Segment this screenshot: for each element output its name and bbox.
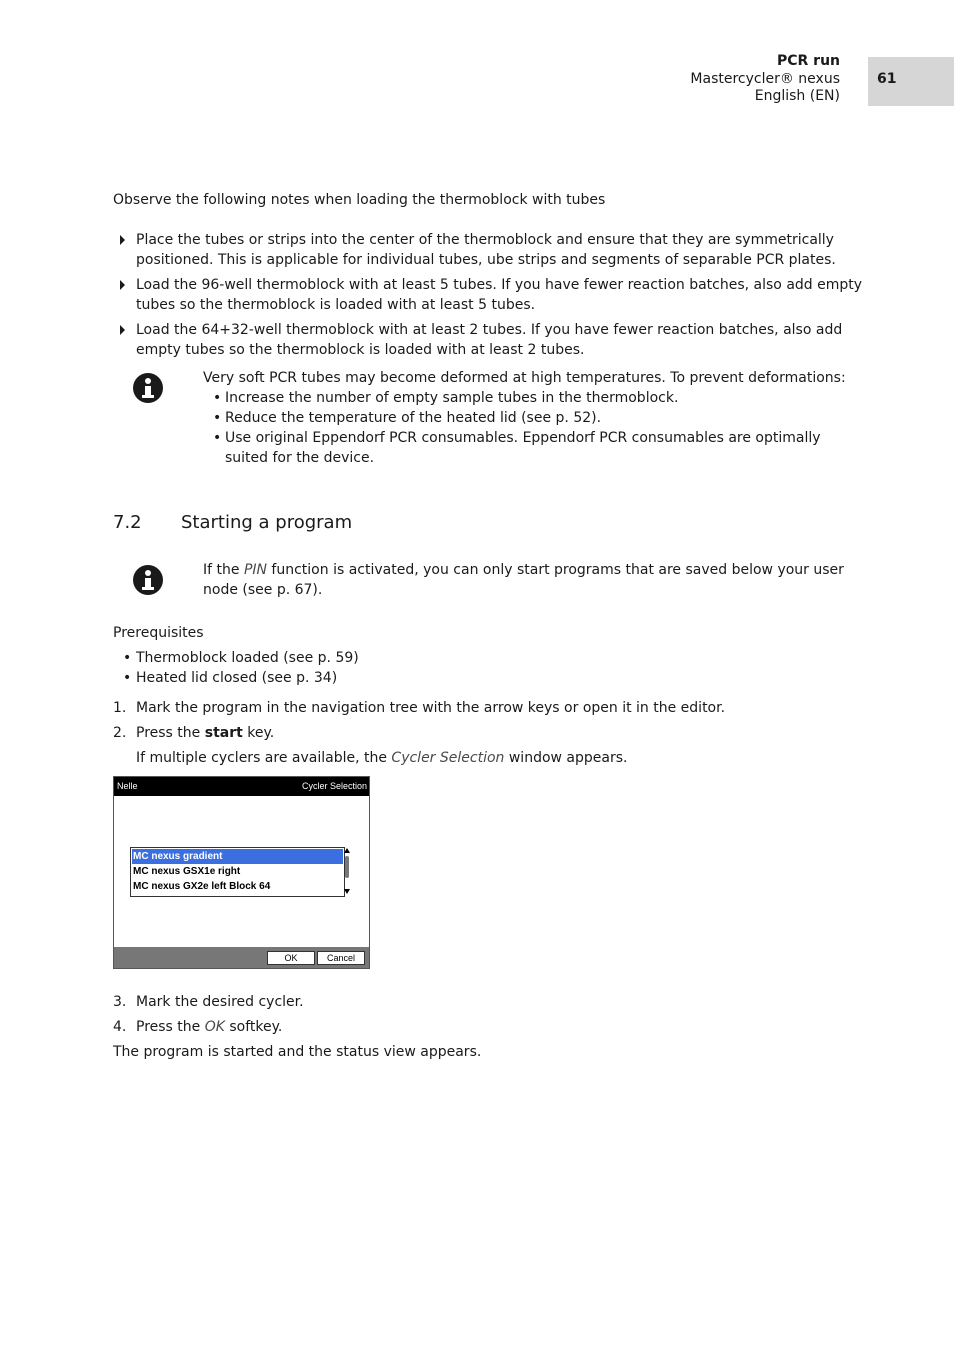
step-2-result: If multiple cyclers are available, the Cycler Selection window appears. (136, 750, 628, 766)
list-item: Reduce the temperature of the heated lid (see p. 52). (225, 410, 602, 426)
info-icon (133, 565, 163, 595)
list-item: tubes so the thermoblock is loaded with at least 5 tubes. (136, 297, 536, 313)
step-4: Press the OK softkey. (136, 1019, 283, 1035)
list-item-cont: suited for the device. (225, 450, 375, 466)
list-item: Load the 64+32-well thermoblock with at least 2 tubes. If you have fewer reaction batches, also add (136, 322, 843, 338)
step-3: Mark the desired cycler. (136, 994, 304, 1010)
cycler-list-item[interactable]: MC nexus GX2e left Block 64 (133, 881, 271, 892)
note-pin-text: If the PIN function is activated, you can only start programs that are saved below your user (203, 562, 844, 578)
arrow-bullet-icon (120, 325, 125, 335)
list-item: Load the 96-well thermoblock with at least 5 tubes. If you have fewer reaction batches, also add empty (136, 277, 863, 293)
intro-text: Observe the following notes when loading the thermoblock with tubes (113, 192, 606, 208)
step-number: 4. (113, 1019, 127, 1035)
step-number: 3. (113, 994, 127, 1010)
prereq-item: Heated lid closed (see p. 34) (136, 670, 338, 686)
cycler-list-item[interactable]: MC nexus GSX1e right (133, 866, 241, 877)
list-item: Place the tubes or strips into the center of the thermoblock and ensure that they are symmetrically (136, 232, 834, 248)
cycler-list-item[interactable]: MC nexus gradient (132, 849, 343, 864)
cycler-list-scrollbar[interactable] (344, 847, 352, 895)
section-title: Starting a program (181, 512, 353, 533)
screen-window-title: Cycler Selection (301, 781, 367, 791)
screen-user: Nelle (117, 781, 138, 791)
step-1: Mark the program in the navigation tree with the arrow keys or open it in the editor. (136, 700, 726, 716)
page-number-box (868, 57, 954, 106)
step-2: Press the start key. (136, 725, 275, 741)
note-pin-text-cont: node (see p. 67). (203, 582, 323, 598)
list-item: empty tubes so the thermoblock is loaded with at least 2 tubes. (136, 342, 585, 358)
softkey-bar (114, 947, 369, 968)
scroll-down-icon (344, 889, 350, 894)
cycler-list[interactable] (130, 847, 345, 897)
prereq-heading: Prerequisites (113, 625, 204, 641)
header-section: PCR run (776, 53, 840, 69)
list-item: Use original Eppendorf PCR consumables. Eppendorf PCR consumables are optimally (225, 430, 821, 446)
arrow-bullet-icon (120, 235, 125, 245)
step-number: 1. (113, 700, 127, 716)
page-number: 61 (877, 71, 897, 87)
list-item: Increase the number of empty sample tubes in the thermoblock. (225, 390, 679, 406)
prereq-item: Thermoblock loaded (see p. 59) (136, 650, 359, 666)
scroll-up-icon (344, 848, 350, 853)
header-language: English (EN) (754, 88, 840, 104)
list-item: positioned. This is applicable for individual tubes, ube strips and segments of separable PCR plates. (136, 252, 836, 268)
arrow-bullet-icon (120, 280, 125, 290)
header-product: Mastercycler® nexus (690, 71, 840, 87)
cycler-selection-screenshot (113, 776, 370, 969)
result-text: The program is started and the status view appears. (113, 1044, 482, 1060)
note-lead: Very soft PCR tubes may become deformed at high temperatures. To prevent deformations: (203, 370, 846, 386)
screen-title-bar (114, 777, 369, 796)
cancel-softkey[interactable]: Cancel (317, 951, 365, 965)
step-number: 2. (113, 725, 127, 741)
ok-softkey[interactable]: OK (267, 951, 315, 965)
scroll-thumb[interactable] (345, 856, 349, 878)
section-number: 7.2 (113, 512, 142, 533)
info-icon (133, 373, 163, 403)
